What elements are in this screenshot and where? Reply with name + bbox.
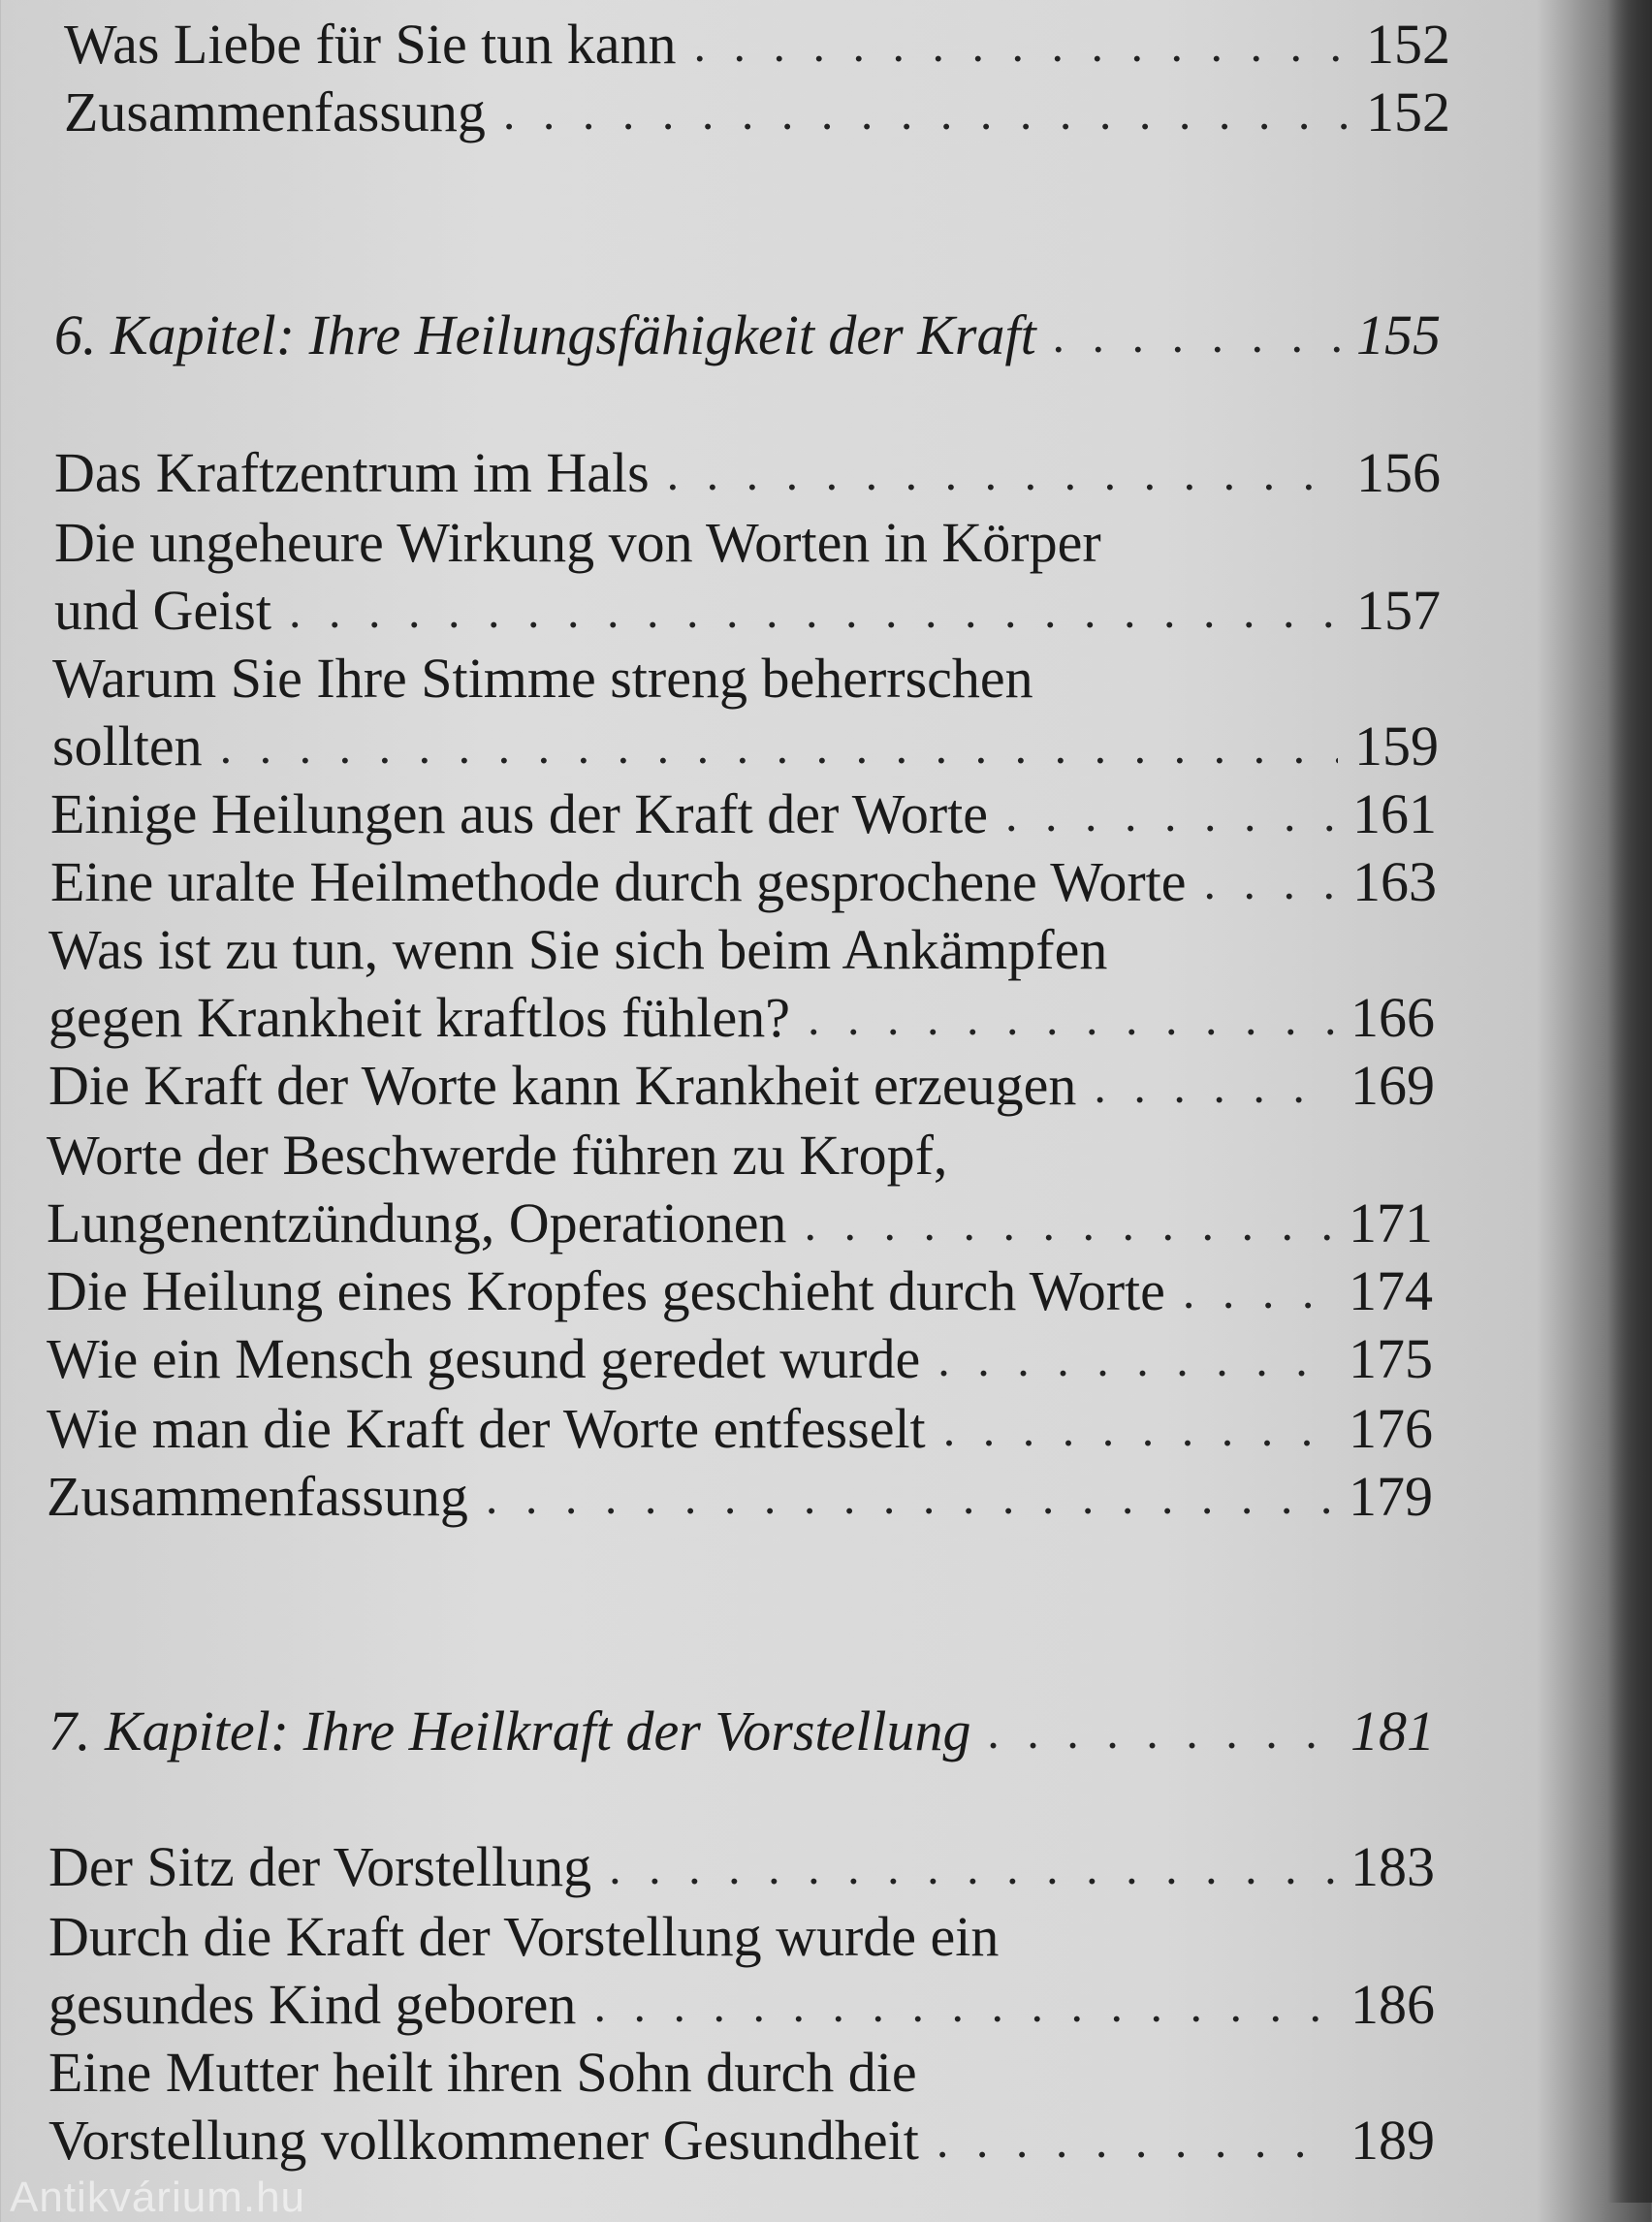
toc-leader-dots: [943, 1394, 1332, 1464]
toc-entry: [54, 576, 1441, 646]
toc-entry-first-line: Was ist zu tun, wenn Sie sich beim Ankämpfen: [48, 918, 1108, 981]
toc-leader-dots: [694, 10, 1350, 79]
toc-leader-dots: [1005, 779, 1336, 849]
watermark-text: Antikvárium.hu: [10, 2174, 306, 2221]
toc-entry: [48, 1832, 1435, 1902]
toc-leader-dots: [937, 2106, 1334, 2175]
toc-entry-title: Lungenentzündung, Operationen: [47, 1191, 787, 1254]
toc-entry-page: 166: [1350, 986, 1435, 1049]
toc-entry: [47, 1394, 1433, 1464]
toc-entry-title: sollten: [52, 714, 203, 778]
toc-entry: [48, 2106, 1435, 2175]
toc-entry-page: 169: [1350, 1054, 1435, 1117]
toc-entry-title: Vorstellung vollkommener Gesundheit: [48, 2109, 919, 2172]
toc-entry-title: Zusammenfassung: [47, 1465, 468, 1528]
toc-entry-first-line: Durch die Kraft der Vorstellung wurde ein: [48, 1905, 1000, 1968]
toc-entry: [48, 983, 1435, 1053]
toc-entry-title: gesundes Kind geboren: [48, 1973, 577, 2036]
toc-entry-page: 186: [1350, 1973, 1435, 2036]
toc-entry: [48, 1970, 1435, 2040]
toc-chapter-title: 6. Kapitel: Ihre Heilungsfähigkeit der Kraft: [54, 303, 1036, 366]
toc-entry: [64, 10, 1450, 79]
toc-entry-first-line: Eine Mutter heilt ihren Sohn durch die: [48, 2041, 917, 2104]
toc-entry-first-line: Warum Sie Ihre Stimme streng beherrschen: [52, 647, 1033, 710]
toc-entry: [47, 1324, 1433, 1394]
toc-entry-page: 161: [1352, 782, 1437, 845]
toc-entry-page: 163: [1352, 850, 1437, 913]
toc-leader-dots: [1094, 1051, 1334, 1121]
toc-entry-page: 175: [1349, 1327, 1433, 1390]
toc-entry: [52, 712, 1439, 781]
toc-entry-first-line: Worte der Beschwerde führen zu Kropf,: [47, 1124, 948, 1187]
toc-entry: [47, 1462, 1433, 1532]
toc-entry-page: 152: [1366, 80, 1450, 143]
toc-chapter-heading: [48, 1697, 1435, 1766]
toc-entry: [47, 1256, 1433, 1326]
toc-entry-page: 179: [1349, 1465, 1433, 1528]
toc-leader-dots: [1054, 301, 1340, 370]
toc-entry-page: 152: [1366, 13, 1450, 76]
toc-leader-dots: [609, 1832, 1334, 1902]
toc-entry: [50, 847, 1437, 917]
toc-entry-first-line: Die ungeheure Wirkung von Worten in Körper: [54, 511, 1101, 574]
toc-entry-title: Die Heilung eines Kropfes geschieht durch Worte: [47, 1259, 1165, 1322]
toc-chapter-heading: [54, 301, 1441, 370]
toc-chapter-page: 181: [1350, 1699, 1435, 1762]
page-edge-shadow: [1607, 0, 1652, 2203]
toc-entry: [64, 78, 1450, 147]
toc-leader-dots: [486, 1462, 1332, 1532]
toc-entry: [50, 779, 1437, 849]
toc-leader-dots: [289, 576, 1340, 646]
toc-leader-dots: [593, 1970, 1334, 2040]
toc-chapter-page: 155: [1356, 303, 1441, 366]
toc-entry-title: gegen Krankheit kraftlos fühlen?: [48, 986, 790, 1049]
toc-entry-page: 157: [1356, 579, 1441, 642]
toc-entry-title: Der Sitz der Vorstellung: [48, 1835, 592, 1898]
toc-entry-title: und Geist: [54, 579, 271, 642]
toc-leader-dots: [804, 1189, 1332, 1258]
toc-entry: [48, 1051, 1435, 1121]
toc-entry-title: Das Kraftzentrum im Hals: [54, 441, 650, 504]
toc-entry-title: Was Liebe für Sie tun kann: [64, 13, 677, 76]
toc-leader-dots: [937, 1324, 1332, 1394]
toc-entry-title: Die Kraft der Worte kann Krankheit erzeugen: [48, 1054, 1077, 1117]
toc-entry-title: Eine uralte Heilmethode durch gesprochene Worte: [50, 850, 1187, 913]
toc-entry-page: 183: [1350, 1835, 1435, 1898]
toc-entry-title: Wie ein Mensch gesund geredet wurde: [47, 1327, 921, 1390]
toc-chapter-title: 7. Kapitel: Ihre Heilkraft der Vorstellung: [48, 1699, 971, 1762]
toc-entry-page: 176: [1349, 1397, 1433, 1460]
toc-entry-title: Wie man die Kraft der Worte entfesselt: [47, 1397, 926, 1460]
toc-entry-title: Zusammenfassung: [64, 80, 486, 143]
toc-entry-page: 189: [1350, 2109, 1435, 2172]
toc-leader-dots: [1183, 1256, 1332, 1326]
toc-leader-dots: [1204, 847, 1336, 917]
toc-entry-page: 174: [1349, 1259, 1433, 1322]
toc-leader-dots: [808, 983, 1334, 1053]
toc-entry-page: 159: [1354, 714, 1439, 778]
toc-leader-dots: [503, 78, 1350, 147]
toc-leader-dots: [220, 712, 1338, 781]
toc-entry: [54, 438, 1441, 508]
toc-leader-dots: [989, 1697, 1334, 1766]
toc-leader-dots: [667, 438, 1340, 508]
toc-entry-page: 171: [1349, 1191, 1433, 1254]
toc-entry-page: 156: [1356, 441, 1441, 504]
toc-entry-title: Einige Heilungen aus der Kraft der Worte: [50, 782, 989, 845]
toc-entry: [47, 1189, 1433, 1258]
